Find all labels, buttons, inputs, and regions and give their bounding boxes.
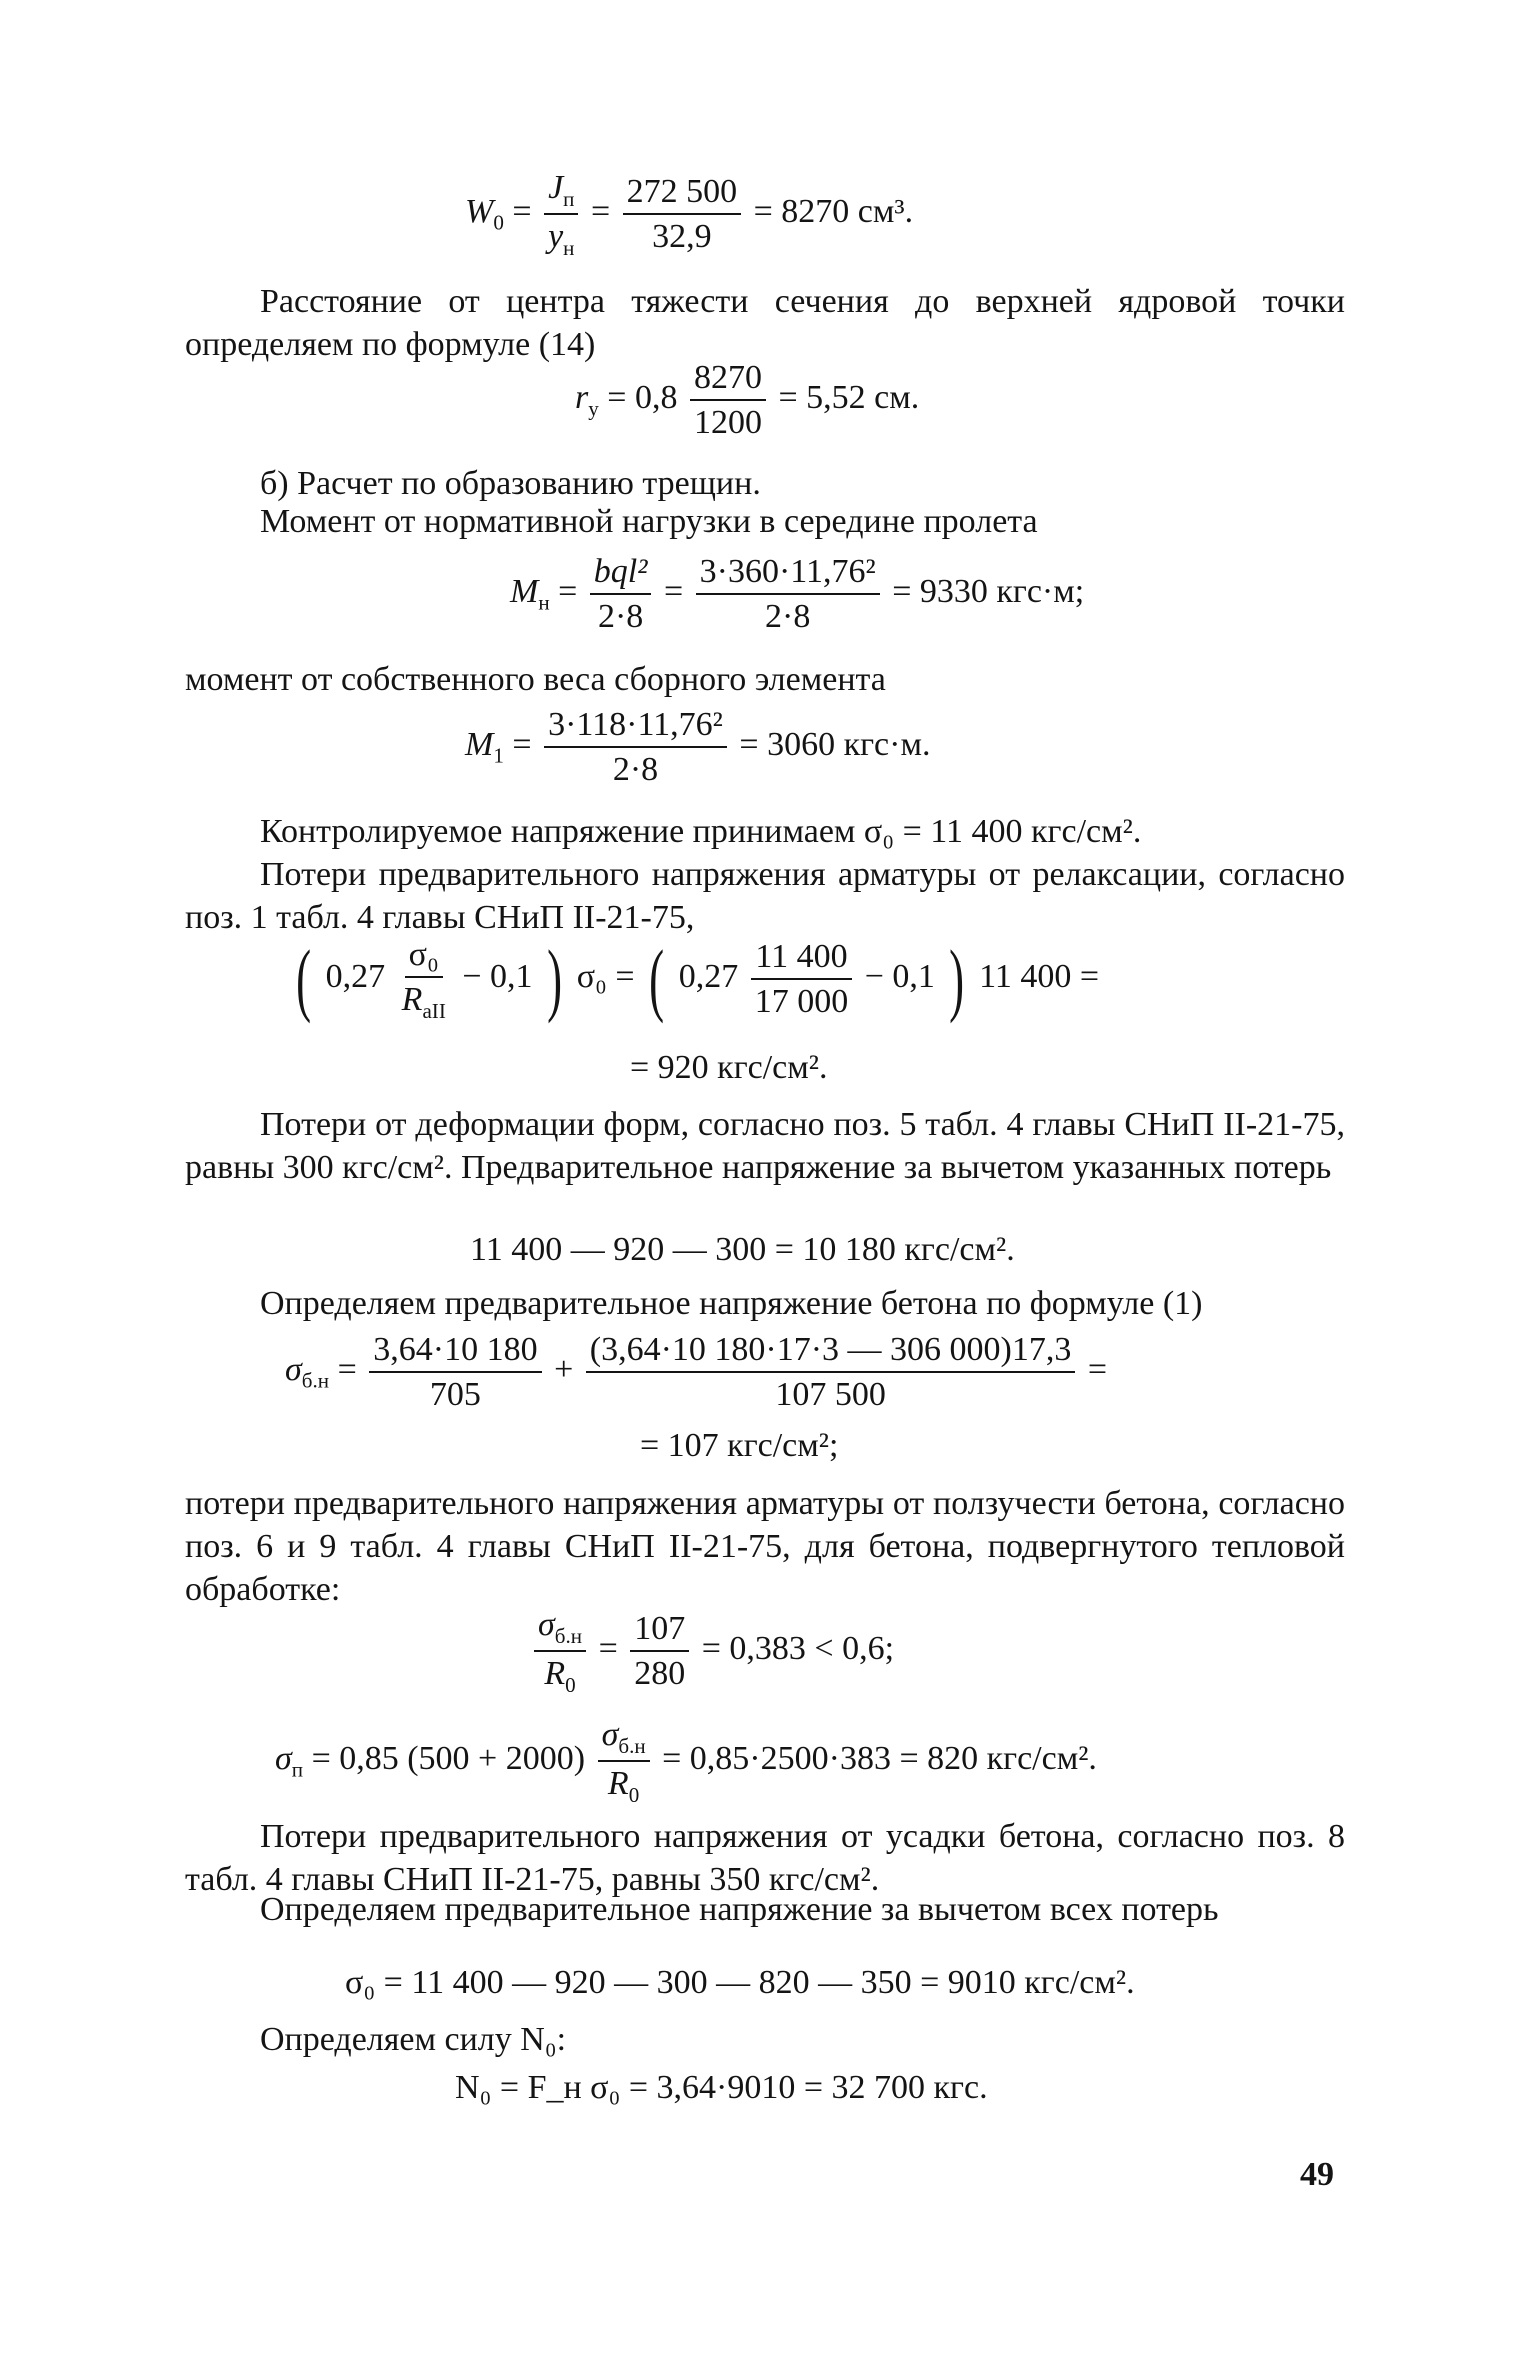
formula-relaxation: ( 0,27 $\frac{\text{σ₀}}{R_{aII}}$ − 0,1 ) σ₀ = ( 0,27 $\frac{11 400}{17 000}$ − 0,1 ) 11 400 = bbox=[296, 933, 1100, 1025]
m1-den: 2·8 bbox=[612, 751, 659, 789]
paragraph-8: Определяем предварительное напряжение бетона по формуле (1) bbox=[260, 1285, 1203, 1322]
sp-lhs: σ bbox=[275, 1739, 292, 1777]
paragraph-2: б) Расчет по образованию трещин. bbox=[260, 465, 761, 502]
relax-b1: − 0,1 bbox=[462, 957, 533, 995]
sbn-n1: 3,64·10 180 bbox=[369, 1330, 541, 1373]
ratio-n1: σ bbox=[538, 1606, 555, 1643]
relax-d2: 17 000 bbox=[754, 983, 849, 1021]
sp-den-sub: 0 bbox=[628, 1782, 640, 1807]
formula-n0: N₀ = F_н σ₀ = 3,64·9010 = 32 700 кгс. bbox=[455, 2069, 988, 2106]
mn-d2: 2·8 bbox=[765, 598, 811, 636]
sbn-eq: = bbox=[1087, 1350, 1108, 1388]
relax-frac-1 bbox=[398, 935, 450, 1023]
w0-d1: y bbox=[548, 218, 564, 256]
sbn-result: = 107 кгс/см²; bbox=[640, 1427, 839, 1464]
formula-w0: $W_0$ = $\frac{J_п}{y_н}$ = $\frac{272 500}{32,9}$ = 8270 см³. bbox=[465, 169, 914, 260]
sp-result: = 0,85·2500·383 = 820 кгс/см². bbox=[662, 1739, 1097, 1777]
paragraph-11: Определяем предварительное напряжение за вычетом всех потерь bbox=[260, 1891, 1219, 1928]
sp-mid: = 0,85 (500 + 2000) bbox=[311, 1739, 586, 1777]
paragraph-5: Контролируемое напряжение принимаем σ₀ = 11 400 кгс/см². bbox=[260, 813, 1142, 850]
m1-lhs-sub: 1 bbox=[493, 743, 504, 768]
ratio-d2: 280 bbox=[634, 1655, 686, 1693]
ry-lhs-sub: у bbox=[588, 396, 599, 421]
sbn-d1: 705 bbox=[429, 1376, 481, 1414]
sbn-frac-2 bbox=[586, 1330, 1076, 1414]
w0-d1-sub: н bbox=[563, 235, 575, 260]
formula-ry bbox=[575, 358, 919, 442]
formula-m1: $M_1$ = $\frac{\text{3·118·11,76²}}{2\cdot 8}$ = 3060 кгс·м. bbox=[465, 706, 931, 789]
sp-frac bbox=[598, 1715, 650, 1807]
paragraph-9: потери предварительного напряжения арматуры от ползучести бетона, согласно поз. 6 и 9 табл. 4 главы СНиП II-21-75, для бетона, подвергнутого тепловой обработке: bbox=[185, 1485, 1345, 1608]
ratio-d1-sub: 0 bbox=[565, 1672, 576, 1697]
ratio-d1: R bbox=[544, 1655, 566, 1693]
mn-result: = 9330 кгс·м; bbox=[892, 572, 1085, 610]
paragraph-7: Потери от деформации форм, согласно поз. 5 табл. 4 главы СНиП II-21-75, равны 300 кгс/см². Предварительное напряжение за вычетом указанных потерь bbox=[185, 1106, 1345, 1186]
relax-result: = 920 кгс/см². bbox=[630, 1049, 828, 1086]
paragraph-4: момент от собственного веса сборного элемента bbox=[185, 661, 886, 698]
paragraph-1: Расстояние от центра тяжести сечения до верхней ядровой точки определяем по формуле (14) bbox=[185, 283, 1345, 363]
m1-num: 3·118·11,76² bbox=[544, 705, 727, 748]
w0-n1: J bbox=[548, 169, 564, 206]
paragraph-12: Определяем силу N₀: bbox=[260, 2021, 567, 2058]
m1-lhs: M bbox=[465, 725, 494, 763]
ratio-frac-1 bbox=[534, 1605, 586, 1697]
mn-n1: bql² bbox=[590, 552, 652, 595]
formula-diff-1: 11 400 — 920 — 300 = 10 180 кгс/см². bbox=[470, 1231, 1015, 1268]
sbn-plus: + bbox=[554, 1350, 574, 1388]
relax-a1: 0,27 bbox=[325, 957, 386, 995]
m1-result: = 3060 кгс·м. bbox=[739, 725, 931, 763]
w0-n1-sub: п bbox=[563, 186, 575, 211]
w0-frac-2 bbox=[623, 172, 742, 256]
ratio-result: = 0,383 < 0,6; bbox=[701, 1629, 895, 1667]
sp-num: σ bbox=[601, 1716, 619, 1753]
mn-lhs-sub: н bbox=[538, 590, 550, 615]
m1-frac bbox=[544, 705, 727, 789]
ry-den: 1200 bbox=[693, 404, 762, 442]
relax-b2: − 0,1 bbox=[864, 957, 935, 995]
paragraph-3: Момент от нормативной нагрузки в середине пролета bbox=[260, 503, 1038, 540]
relax-mid: σ₀ = bbox=[576, 957, 635, 995]
relax-n2: 11 400 bbox=[751, 937, 851, 980]
sbn-d2: 107 500 bbox=[775, 1376, 886, 1414]
mn-frac-2 bbox=[696, 552, 880, 636]
w0-lhs: W bbox=[465, 192, 494, 230]
formula-sigma-0: σ₀ = 11 400 — 920 — 300 — 820 — 350 = 9010 кгс/см². bbox=[345, 1964, 1135, 2001]
relax-tail: 11 400 = bbox=[979, 957, 1100, 995]
relax-a2: 0,27 bbox=[678, 957, 739, 995]
ratio-n2: 107 bbox=[630, 1609, 689, 1652]
ry-frac bbox=[690, 358, 766, 442]
paragraph-6: Потери предварительного напряжения арматуры от релаксации, согласно поз. 1 табл. 4 главы СНиП II-21-75, bbox=[185, 856, 1345, 936]
mn-lhs: M bbox=[510, 572, 539, 610]
relax-d1-sub: aII bbox=[422, 998, 446, 1023]
sbn-lhs-sub: б.н bbox=[301, 1368, 330, 1393]
ratio-frac-2 bbox=[630, 1609, 689, 1693]
ry-lhs: r bbox=[575, 378, 589, 416]
ry-num: 8270 bbox=[690, 358, 766, 401]
page-number: 49 bbox=[1300, 2156, 1334, 2193]
formula-sigma-bn: $\sigma_{б.н}$ = $\frac{3,64\cdot 10 180}{705}$ + $\frac{(3,64\cdot 10 180\cdot 17\cdot 3 — 306 000)17,3}{107 500}$ = bbox=[285, 1331, 1108, 1414]
sp-num-sub: б.н bbox=[618, 1733, 646, 1758]
w0-n2: 272 500 bbox=[623, 172, 742, 215]
w0-lhs-sub: 0 bbox=[493, 210, 504, 235]
mn-d1: 2·8 bbox=[597, 598, 644, 636]
paragraph-10: Потери предварительного напряжения от усадки бетона, согласно поз. 8 табл. 4 главы СНиП II-21-75, равны 350 кгс/см². bbox=[185, 1818, 1345, 1898]
mn-n2: 3·360·11,76² bbox=[696, 552, 880, 595]
relax-frac-2 bbox=[751, 937, 853, 1021]
relax-n1: σ₀ bbox=[405, 935, 443, 978]
sbn-lhs: σ bbox=[285, 1350, 302, 1388]
w0-d2: 32,9 bbox=[652, 218, 712, 256]
relax-d1: R bbox=[401, 981, 423, 1019]
ry-result: = 5,52 см. bbox=[778, 378, 920, 416]
sbn-n2: (3,64·10 180·17·3 — 306 000)17,3 bbox=[586, 1330, 1076, 1373]
formula-sigma-p bbox=[275, 1715, 1097, 1807]
ry-coef: = 0,8 bbox=[607, 378, 678, 416]
formula-mn: $M_н$ = $\frac{\text{bql²}}{2\cdot 8}$ = $\frac{\text{3·360·11,76²}}{2\cdot 8}$ = 9330 кгс·м; bbox=[510, 553, 1085, 636]
w0-frac-1 bbox=[544, 168, 578, 260]
sbn-frac-1 bbox=[369, 1330, 541, 1414]
mn-frac-1 bbox=[590, 552, 652, 636]
ratio-n1-sub: б.н bbox=[554, 1623, 583, 1648]
sp-den: R bbox=[607, 1765, 629, 1803]
formula-ratio: $\frac{\sigma_{б.н}}{R_0}$ = $\frac{107}{280}$ = 0,383 < 0,6; bbox=[530, 1605, 894, 1697]
sp-lhs-sub: п bbox=[291, 1757, 304, 1782]
w0-result: = 8270 см³. bbox=[753, 192, 914, 230]
